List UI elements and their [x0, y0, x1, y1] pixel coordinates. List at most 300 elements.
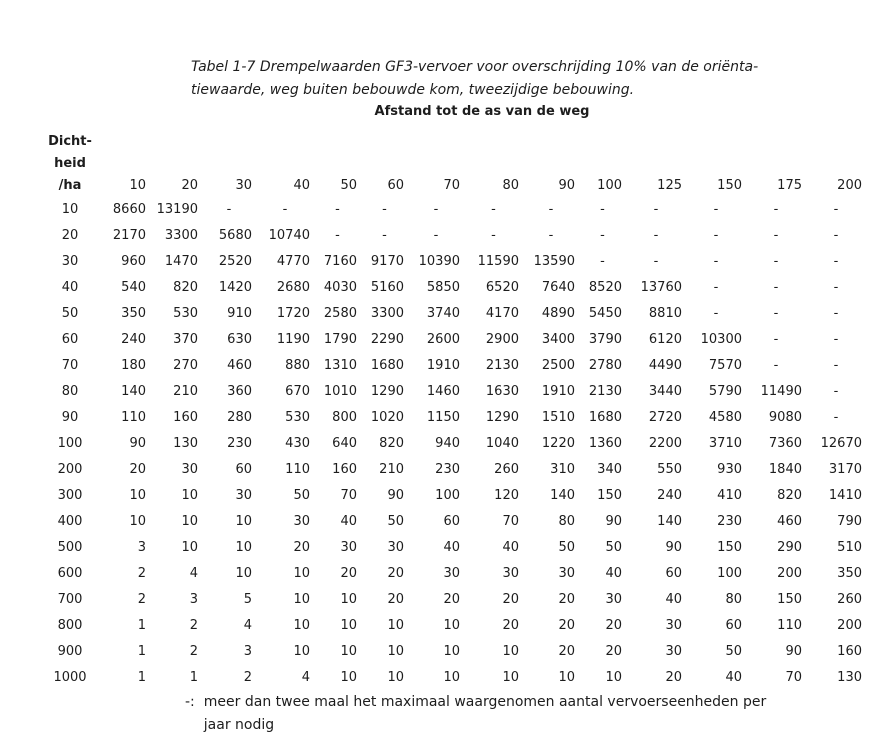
data-cell: 7360: [768, 436, 802, 451]
data-cell: -: [713, 306, 719, 321]
data-cell: 20: [605, 644, 622, 659]
data-cell: 800: [332, 410, 357, 425]
data-cell: 240: [121, 332, 146, 347]
density-header-line2: heid: [54, 156, 86, 171]
column-header: 150: [717, 178, 742, 193]
data-cell: -: [833, 332, 839, 347]
data-cell: 530: [285, 410, 310, 425]
data-cell: 1010: [323, 384, 357, 399]
data-cell: 6520: [485, 280, 519, 295]
data-cell: 100: [717, 566, 742, 581]
data-cell: 80: [725, 592, 742, 607]
data-cell: 10: [129, 514, 146, 529]
data-cell: -: [433, 228, 439, 243]
data-cell: 30: [387, 540, 404, 555]
data-cell: 2680: [276, 280, 310, 295]
data-cell: -: [713, 254, 719, 269]
data-cell: 2130: [485, 358, 519, 373]
data-cell: -: [548, 202, 554, 217]
table-row: [42, 379, 866, 405]
data-cell: 370: [173, 332, 198, 347]
data-cell: 20: [443, 592, 460, 607]
data-cell: 10: [293, 618, 310, 633]
row-density-label: 600: [57, 566, 83, 581]
data-cell: 10: [181, 540, 198, 555]
data-cell: 360: [227, 384, 252, 399]
data-cell: 50: [558, 540, 575, 555]
data-cell: 150: [777, 592, 802, 607]
data-cell: 2200: [648, 436, 682, 451]
data-cell: 110: [285, 462, 310, 477]
row-density-label: 60: [61, 332, 79, 347]
footnote-symbol: -:: [185, 694, 195, 710]
data-cell: 30: [443, 566, 460, 581]
data-cell: 4: [301, 670, 310, 685]
data-cell: -: [773, 254, 779, 269]
data-cell: 50: [293, 488, 310, 503]
table-row: [42, 405, 866, 431]
column-header: 125: [657, 178, 682, 193]
data-cell: 210: [379, 462, 404, 477]
data-cell: 150: [597, 488, 622, 503]
row-density-label: 300: [57, 488, 83, 503]
data-cell: 1220: [541, 436, 575, 451]
data-cell: 7570: [708, 358, 742, 373]
data-cell: 7640: [541, 280, 575, 295]
table-row: [42, 639, 866, 665]
data-cell: -: [335, 202, 340, 217]
data-cell: 4170: [485, 306, 519, 321]
data-cell: 3170: [828, 462, 862, 477]
data-cell: 910: [227, 306, 252, 321]
data-cell: 30: [665, 644, 682, 659]
data-cell: 90: [605, 514, 622, 529]
data-cell: 10: [181, 488, 198, 503]
data-cell: 10740: [268, 228, 310, 243]
density-header-line3: /ha: [58, 178, 82, 193]
data-cell: 200: [777, 566, 802, 581]
data-cell: 70: [785, 670, 802, 685]
data-cell: 1290: [370, 384, 404, 399]
data-cell: -: [433, 202, 439, 217]
footnote-line2: jaar nodig: [203, 717, 275, 733]
data-cell: 12670: [820, 436, 862, 451]
data-cell: -: [282, 202, 288, 217]
data-cell: 40: [443, 540, 460, 555]
data-cell: -: [491, 202, 496, 217]
data-cell: -: [713, 280, 719, 295]
density-header-line1: Dicht-: [48, 134, 92, 149]
data-cell: 10: [387, 618, 404, 633]
data-cell: 30: [605, 592, 622, 607]
data-cell: 20: [387, 566, 404, 581]
data-cell: 2: [189, 644, 198, 659]
data-cell: 4490: [648, 358, 682, 373]
data-cell: 90: [387, 488, 404, 503]
data-cell: 1630: [485, 384, 519, 399]
data-cell: 40: [502, 540, 519, 555]
data-cell: 1840: [768, 462, 802, 477]
data-cell: 2720: [648, 410, 682, 425]
data-cell: 1360: [588, 436, 622, 451]
data-cell: 230: [227, 436, 252, 451]
data-cell: 60: [235, 462, 252, 477]
data-cell: 10: [235, 514, 252, 529]
data-cell: 90: [665, 540, 682, 555]
data-cell: 20: [129, 462, 146, 477]
data-cell: 230: [717, 514, 742, 529]
data-cell: 1: [189, 670, 198, 685]
data-cell: 50: [605, 540, 622, 555]
data-cell: 11590: [477, 254, 519, 269]
row-density-label: 1000: [53, 670, 87, 685]
data-cell: 880: [285, 358, 310, 373]
data-cell: 2500: [541, 358, 575, 373]
data-cell: 10: [293, 644, 310, 659]
data-cell: 110: [777, 618, 802, 633]
data-cell: -: [382, 228, 387, 243]
table-row: [42, 327, 866, 353]
data-cell: 280: [227, 410, 252, 425]
data-cell: 4030: [323, 280, 357, 295]
data-cell: -: [773, 228, 779, 243]
data-cell: 60: [725, 618, 742, 633]
data-cell: -: [713, 228, 719, 243]
data-cell: 10: [387, 670, 404, 685]
data-cell: 3440: [648, 384, 682, 399]
data-cell: 290: [777, 540, 802, 555]
data-cell: -: [600, 254, 605, 269]
data-cell: 10: [340, 618, 357, 633]
data-cell: 930: [717, 462, 742, 477]
data-cell: 1150: [426, 410, 460, 425]
data-cell: 4580: [708, 410, 742, 425]
data-cell: 30: [340, 540, 357, 555]
data-cell: 40: [340, 514, 357, 529]
data-cell: 11490: [760, 384, 802, 399]
data-cell: 30: [181, 462, 198, 477]
data-cell: 10: [181, 514, 198, 529]
data-cell: 10: [502, 644, 519, 659]
data-cell: 6120: [648, 332, 682, 347]
data-cell: 10: [558, 670, 575, 685]
row-density-label: 70: [61, 358, 79, 373]
data-cell: 40: [725, 670, 742, 685]
data-cell: 1720: [276, 306, 310, 321]
data-cell: 20: [605, 618, 622, 633]
data-cell: -: [653, 228, 659, 243]
data-cell: 10: [605, 670, 622, 685]
data-cell: 70: [502, 514, 519, 529]
data-cell: -: [653, 202, 659, 217]
data-cell: 160: [332, 462, 357, 477]
data-cell: 230: [435, 462, 460, 477]
row-density-label: 10: [61, 202, 79, 217]
data-cell: 1790: [323, 332, 357, 347]
data-cell: 4: [243, 618, 252, 633]
table-caption-line2: tiewaarde, weg buiten bebouwde kom, tweezijdige bebouwing.: [191, 82, 635, 98]
data-cell: -: [600, 202, 605, 217]
column-header: 50: [340, 178, 357, 193]
data-cell: 1040: [485, 436, 519, 451]
data-cell: 8520: [588, 280, 622, 295]
row-density-label: 80: [61, 384, 79, 399]
data-cell: 340: [597, 462, 622, 477]
data-cell: 5850: [426, 280, 460, 295]
data-cell: 2780: [588, 358, 622, 373]
table-row: [42, 665, 866, 691]
row-density-label: 20: [61, 228, 79, 243]
data-cell: 1020: [370, 410, 404, 425]
table-row: [42, 509, 866, 535]
data-cell: 640: [332, 436, 357, 451]
table-row: [42, 587, 866, 613]
data-cell: 3740: [426, 306, 460, 321]
column-header: 70: [443, 178, 460, 193]
data-cell: 10: [293, 592, 310, 607]
data-cell: 40: [605, 566, 622, 581]
data-cell: -: [773, 306, 779, 321]
data-cell: 150: [717, 540, 742, 555]
data-cell: 820: [379, 436, 404, 451]
data-cell: 2: [189, 618, 198, 633]
data-cell: 9080: [768, 410, 802, 425]
data-cell: -: [335, 228, 340, 243]
data-cell: 820: [173, 280, 198, 295]
table-body: [42, 197, 866, 691]
data-cell: 30: [558, 566, 575, 581]
data-cell: 90: [785, 644, 802, 659]
data-cell: 2130: [588, 384, 622, 399]
data-cell: 4: [189, 566, 198, 581]
column-header: 80: [502, 178, 519, 193]
data-cell: 20: [293, 540, 310, 555]
data-cell: 10: [443, 644, 460, 659]
data-cell: 820: [777, 488, 802, 503]
data-cell: 50: [725, 644, 742, 659]
data-cell: 10: [293, 566, 310, 581]
data-cell: 3400: [541, 332, 575, 347]
data-cell: 550: [657, 462, 682, 477]
data-cell: -: [833, 384, 839, 399]
data-cell: 3300: [370, 306, 404, 321]
data-cell: 5450: [588, 306, 622, 321]
data-cell: -: [833, 254, 839, 269]
data-cell: 270: [173, 358, 198, 373]
data-cell: -: [773, 332, 779, 347]
row-density-label: 200: [57, 462, 83, 477]
data-cell: 140: [550, 488, 575, 503]
data-cell: 260: [837, 592, 862, 607]
data-cell: 8660: [112, 202, 146, 217]
data-cell: 1420: [218, 280, 252, 295]
data-cell: 10: [340, 670, 357, 685]
table-row: [42, 353, 866, 379]
data-cell: 1310: [323, 358, 357, 373]
data-cell: 310: [550, 462, 575, 477]
table-row: [42, 249, 866, 275]
data-cell: 20: [340, 566, 357, 581]
data-cell: 2: [243, 670, 252, 685]
data-cell: 20: [502, 592, 519, 607]
data-cell: 50: [387, 514, 404, 529]
data-cell: -: [600, 228, 605, 243]
table-row: [42, 431, 866, 457]
column-header: 40: [293, 178, 310, 193]
row-density-label: 900: [57, 644, 83, 659]
table-row: [42, 301, 866, 327]
data-cell: 10: [235, 566, 252, 581]
data-cell: 4770: [276, 254, 310, 269]
data-cell: 670: [285, 384, 310, 399]
data-cell: 13590: [533, 254, 575, 269]
header-row: [42, 131, 866, 197]
data-cell: 1680: [370, 358, 404, 373]
data-cell: 10: [340, 644, 357, 659]
data-cell: 630: [227, 332, 252, 347]
data-cell: 90: [129, 436, 146, 451]
data-cell: 1: [137, 618, 146, 633]
data-cell: 2290: [370, 332, 404, 347]
data-cell: 1680: [588, 410, 622, 425]
data-cell: 20: [558, 618, 575, 633]
data-cell: 5160: [370, 280, 404, 295]
data-cell: 3710: [708, 436, 742, 451]
data-cell: 2520: [218, 254, 252, 269]
table-row: [42, 275, 866, 301]
data-cell: 430: [285, 436, 310, 451]
data-cell: 3: [189, 592, 198, 607]
row-density-label: 40: [61, 280, 79, 295]
column-header: 175: [777, 178, 802, 193]
data-cell: 460: [777, 514, 802, 529]
row-density-label: 90: [61, 410, 79, 425]
data-cell: 100: [435, 488, 460, 503]
data-cell: -: [773, 280, 779, 295]
data-cell: 10: [340, 592, 357, 607]
data-cell: -: [491, 228, 496, 243]
data-cell: 80: [558, 514, 575, 529]
column-header: 60: [387, 178, 404, 193]
data-cell: 70: [340, 488, 357, 503]
column-header: 90: [558, 178, 575, 193]
data-cell: 790: [837, 514, 862, 529]
data-cell: 1470: [164, 254, 198, 269]
data-cell: 960: [121, 254, 146, 269]
data-cell: 3300: [164, 228, 198, 243]
data-cell: 410: [717, 488, 742, 503]
data-cell: 10: [443, 618, 460, 633]
data-cell: 10: [129, 488, 146, 503]
data-cell: 350: [837, 566, 862, 581]
data-cell: 3: [243, 644, 252, 659]
threshold-table: [42, 131, 866, 691]
row-density-label: 400: [57, 514, 83, 529]
column-header: 20: [181, 178, 198, 193]
data-cell: 2900: [485, 332, 519, 347]
data-cell: 180: [121, 358, 146, 373]
data-cell: -: [833, 228, 839, 243]
data-cell: 20: [665, 670, 682, 685]
data-cell: 2600: [426, 332, 460, 347]
data-cell: 2170: [112, 228, 146, 243]
data-cell: 30: [293, 514, 310, 529]
data-cell: 140: [121, 384, 146, 399]
data-cell: 8810: [648, 306, 682, 321]
row-density-label: 50: [61, 306, 79, 321]
data-cell: 1: [137, 644, 146, 659]
data-cell: 7160: [323, 254, 357, 269]
data-cell: -: [833, 202, 839, 217]
data-cell: 1: [137, 670, 146, 685]
data-cell: 110: [121, 410, 146, 425]
data-cell: 30: [665, 618, 682, 633]
data-cell: -: [653, 254, 659, 269]
data-cell: 10: [443, 670, 460, 685]
data-cell: 9170: [370, 254, 404, 269]
data-cell: 120: [494, 488, 519, 503]
column-group-header: Afstand tot de as van de weg: [374, 104, 590, 119]
data-cell: 60: [665, 566, 682, 581]
data-cell: 130: [837, 670, 862, 685]
data-cell: 200: [837, 618, 862, 633]
data-cell: 1290: [485, 410, 519, 425]
data-cell: 5: [243, 592, 252, 607]
table-row: [42, 483, 866, 509]
column-header: 100: [597, 178, 622, 193]
data-cell: 460: [227, 358, 252, 373]
data-cell: -: [713, 202, 719, 217]
table-row: [42, 197, 866, 223]
data-cell: -: [833, 306, 839, 321]
data-cell: 20: [502, 618, 519, 633]
footnote-text: [204, 691, 766, 737]
footnote: [185, 691, 766, 737]
table-row: [42, 457, 866, 483]
data-cell: 20: [558, 592, 575, 607]
data-cell: 1410: [828, 488, 862, 503]
data-cell: 10: [502, 670, 519, 685]
data-cell: 30: [235, 488, 252, 503]
data-cell: 1910: [426, 358, 460, 373]
data-cell: -: [773, 202, 779, 217]
data-cell: 350: [121, 306, 146, 321]
data-cell: 5680: [218, 228, 252, 243]
column-header: 200: [837, 178, 862, 193]
data-cell: 13190: [156, 202, 198, 217]
table-caption: [191, 56, 758, 102]
data-cell: 3: [137, 540, 146, 555]
data-cell: 530: [173, 306, 198, 321]
table-row: [42, 561, 866, 587]
data-cell: 1910: [541, 384, 575, 399]
data-cell: 30: [502, 566, 519, 581]
table-row: [42, 613, 866, 639]
footnote-line1: meer dan twee maal het maximaal waargenomen aantal vervoerseenheden per: [203, 694, 767, 710]
row-density-label: 30: [61, 254, 79, 269]
data-cell: -: [773, 358, 779, 373]
row-density-label: 800: [57, 618, 83, 633]
data-cell: 10390: [418, 254, 460, 269]
table-caption-line1: Tabel 1-7 Drempelwaarden GF3-vervoer voor overschrijding 10% van de oriënta-: [191, 59, 759, 75]
column-header: 10: [129, 178, 146, 193]
row-density-label: 700: [57, 592, 83, 607]
data-cell: -: [833, 358, 839, 373]
data-cell: -: [833, 410, 839, 425]
data-cell: 2: [137, 592, 146, 607]
data-cell: 940: [435, 436, 460, 451]
table-row: [42, 535, 866, 561]
